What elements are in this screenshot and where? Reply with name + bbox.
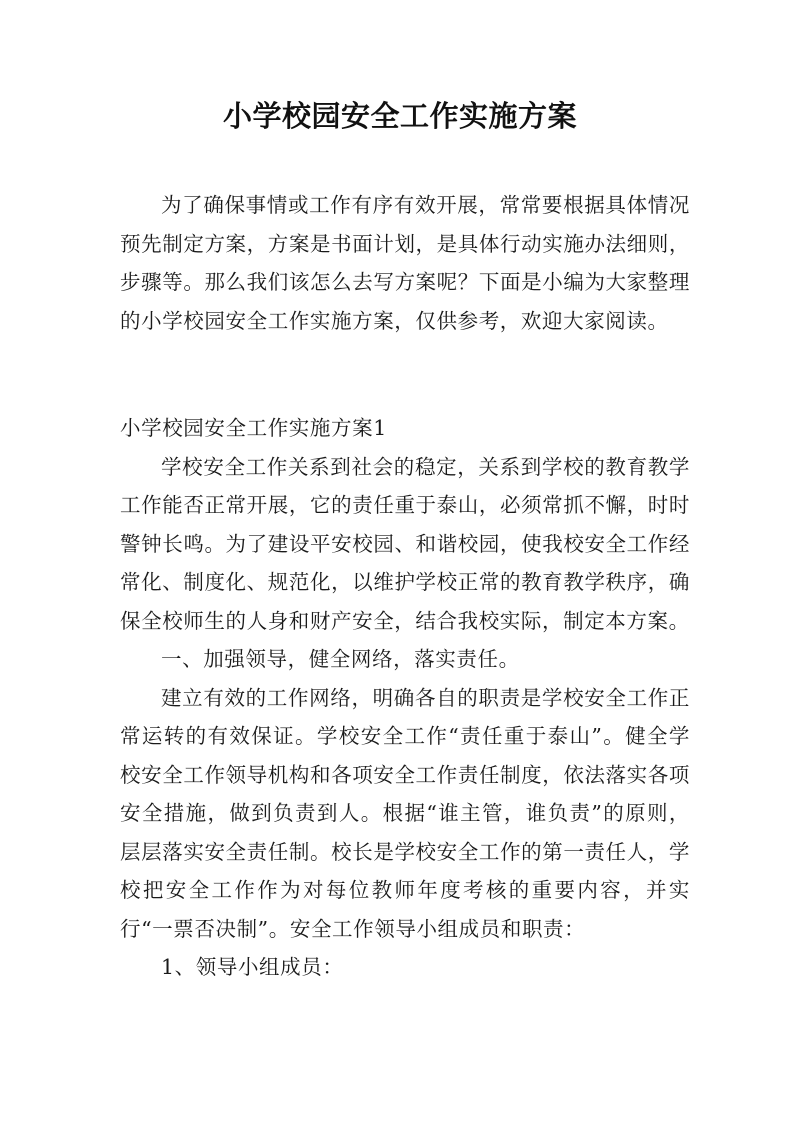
heading-leadership: 一、加强领导，健全网络，落实责任。 — [161, 647, 520, 671]
intro-block — [120, 186, 690, 340]
item-leadership-members: 1、领导小组成员： — [161, 955, 344, 979]
intro-paragraph: 为了确保事情或工作有序有效开展，常常要根据具体情况预先制定方案，方案是书面计划，是具体行动实施办法细则，步骤等。那么我们该怎么去写方案呢？下面是小编为大家整理的小学校园安全工作实施方案，仅供参考，欢迎大家阅读。 — [120, 193, 690, 333]
document-title: 小学校园安全工作实施方案 — [222, 99, 577, 133]
paragraph-network: 建立有效的工作网络，明确各自的职责是学校安全工作正常运转的有效保证。学校安全工作“责任重于泰山”。健全学校安全工作领导机构和各项安全工作责任制度，依法落实各项安全措施，做到负责到人。根据“谁主管，谁负责”的原则，层层落实安全责任制。校长是学校安全工作的第一责任人，学校把安全工作作为对每位教师年度考核的重要内容，并实行“一票否决制”。安全工作领导小组成员和职责： — [120, 685, 690, 941]
section-1 — [120, 409, 690, 987]
paragraph-purpose: 学校安全工作关系到社会的稳定，关系到学校的教育教学工作能否正常开展，它的责任重于泰山，必须常抓不懈，时时警钟长鸣。为了建设平安校园、和谐校园，使我校安全工作经常化、制度化、规范化，以维护学校正常的教育教学秩序，确保全校师生的人身和财产安全，结合我校实际，制定本方案。 — [120, 454, 690, 633]
section-heading: 小学校园安全工作实施方案1 — [120, 416, 387, 440]
